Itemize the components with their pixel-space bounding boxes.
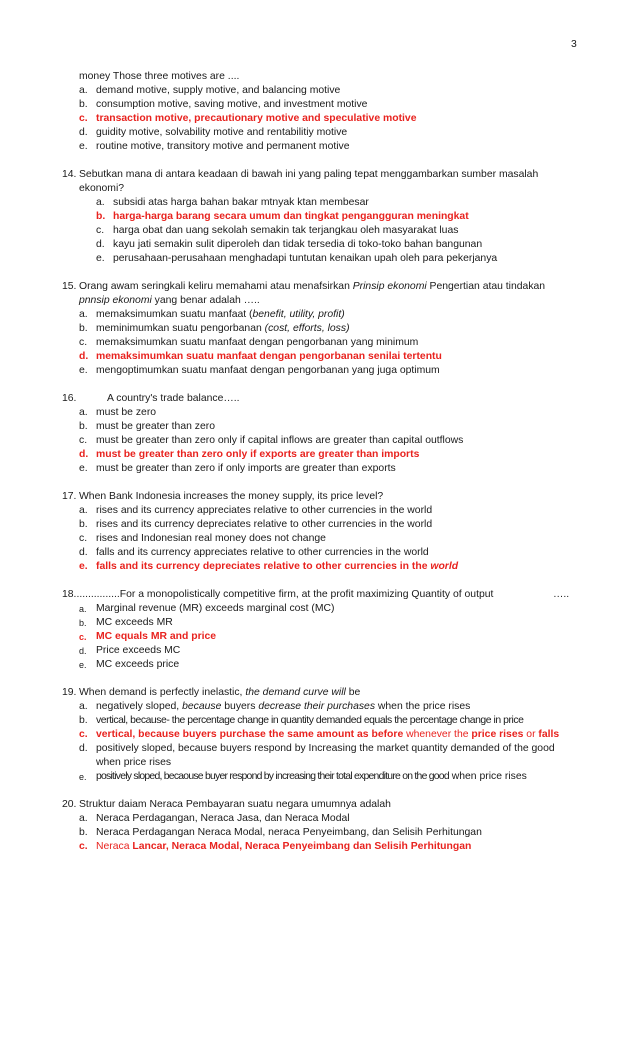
question-14-text <box>62 168 582 182</box>
option-letter: d. <box>79 449 89 460</box>
question-number: 18. <box>62 589 77 600</box>
option-letter: c. <box>79 435 88 446</box>
italic-term: Prinsip ekonomi <box>352 281 427 292</box>
option-16a <box>79 406 582 420</box>
option-text: must be greater than zero if only imports are greater than exports <box>96 463 396 474</box>
option-letter: c. <box>79 337 88 348</box>
question-14 <box>62 168 582 266</box>
option-letter: b. <box>79 323 88 334</box>
text-part: vertical, because buyers purchase the same amount as before <box>96 729 404 740</box>
question-number: 15. <box>62 281 77 292</box>
option-text: rises and Indonesian real money does not change <box>96 533 326 544</box>
option-letter: a. <box>79 604 87 614</box>
option-text: consumption motive, saving motive, and investment motive <box>96 99 368 110</box>
option-18d <box>79 644 582 658</box>
text-part: or <box>523 729 539 740</box>
text-part: yang benar adalah ….. <box>151 295 260 306</box>
option-text: demand motive, supply motive, and balancing motive <box>96 85 341 96</box>
option-19a <box>79 700 582 714</box>
option-13b <box>79 98 582 112</box>
option-text: MC exceeds MR <box>96 617 173 628</box>
option-letter: d. <box>96 239 105 250</box>
option-letter: a. <box>96 197 105 208</box>
option-letter: b. <box>79 99 88 110</box>
option-text: Marginal revenue (MR) exceeds marginal cost (MC) <box>96 603 335 614</box>
option-letter: b. <box>96 211 106 222</box>
option-letter: e. <box>79 463 88 474</box>
option-italic: benefit, utility, profit) <box>252 309 345 320</box>
question-19 <box>62 686 582 784</box>
option-text: must be zero <box>96 407 157 418</box>
question-text-line1: Sebutkan mana di antara keadaan di bawah ini yang paling tepat menggambarkan sumber masalah <box>79 169 539 180</box>
text-part: Orang awam seringkali keliru memahami atau menafsirkan <box>79 281 353 292</box>
text-part: when the price rises <box>375 701 471 712</box>
text-part: price rises <box>471 729 524 740</box>
option-letter: c. <box>79 841 88 852</box>
text-part: positively sloped, becaouse buyer respond by increasing their total expenditure on the good <box>96 771 449 782</box>
option-text: harga obat dan uang sekolah semakin tak terjangkau oleh masyarakat luas <box>113 225 459 236</box>
option-letter: c. <box>79 729 88 740</box>
option-letter: e. <box>96 253 105 264</box>
option-16b <box>79 420 582 434</box>
option-13a <box>79 84 582 98</box>
option-20a <box>79 812 582 826</box>
option-text: kayu jati semakin sulit diperoleh dan tidak tersedia di toko-toko bahan bangunan <box>113 239 483 250</box>
option-16e <box>79 462 582 476</box>
option-letter: a. <box>79 701 88 712</box>
option-text: vertical, because- the percentage change in quantity demanded equals the percentage change in price <box>96 715 524 726</box>
question-number: 14. <box>62 169 77 180</box>
option-letter: b. <box>79 421 88 432</box>
option-letter: d. <box>79 547 88 558</box>
option-text: harga-harga barang secara umum dan tingkat pengangguran meningkat <box>113 211 469 222</box>
option-letter: a. <box>79 407 88 418</box>
text-part: buyers <box>221 701 259 712</box>
option-text: Neraca Perdagangan, Neraca Jasa, dan Neraca Modal <box>96 813 350 824</box>
option-15a <box>79 308 582 322</box>
question-trailing-dots: ….. <box>553 589 570 600</box>
option-text: routine motive, transitory motive and permanent motive <box>96 141 350 152</box>
question-number: 16. <box>62 393 77 404</box>
option-15b <box>79 322 582 336</box>
italic-term: pnnsip ekonomi <box>79 295 152 306</box>
option-17a <box>79 504 582 518</box>
question-15 <box>62 280 582 378</box>
question-text-line2: ekonomi? <box>79 183 125 194</box>
option-letter: d. <box>79 646 87 656</box>
option-letter: a. <box>79 309 88 320</box>
text-part: Lancar, Neraca Modal, Neraca Penyeimbang dan Selisih Perhitungan <box>132 841 472 852</box>
option-17c <box>79 532 582 546</box>
italic-term: the demand curve will <box>245 687 346 698</box>
question-text: Struktur daiam Neraca Pembayaran suatu negara umumnya adalah <box>79 799 391 810</box>
page-number: 3 <box>571 39 577 50</box>
text-part: Neraca <box>96 841 133 852</box>
option-20b <box>79 826 582 840</box>
option-text: memaksimumkan suatu manfaat ( <box>96 309 253 320</box>
option-letter: a. <box>79 85 88 96</box>
option-19e <box>79 770 582 784</box>
option-17b <box>79 518 582 532</box>
question-20 <box>62 798 582 854</box>
text-part: Pengertian atau tindakan <box>426 281 546 292</box>
question-19-options <box>62 700 582 784</box>
option-16c <box>79 434 582 448</box>
question-15-options <box>62 308 582 378</box>
option-text: falls and its currency appreciates relative to other currencies in the world <box>96 547 429 558</box>
option-18c-correct <box>79 630 582 644</box>
option-letter: a. <box>79 505 88 516</box>
option-letter: d. <box>79 743 88 754</box>
option-15d-correct <box>79 350 582 364</box>
question-13 <box>62 70 582 154</box>
option-14e <box>96 252 582 266</box>
option-text: must be greater than zero only if exports are greater than imports <box>96 449 420 460</box>
option-20c-correct <box>79 840 582 854</box>
question-13-options <box>62 84 582 154</box>
question-number: 20. <box>62 799 77 810</box>
option-letter: c. <box>79 533 88 544</box>
option-16d-correct <box>79 448 582 462</box>
option-italic: world <box>430 561 459 572</box>
question-number: 17. <box>62 491 77 502</box>
text-part: falls <box>538 729 560 740</box>
option-18e <box>79 658 582 672</box>
italic-term: because <box>182 701 222 712</box>
document-body <box>62 70 582 854</box>
text-part: negatively sloped, <box>96 701 183 712</box>
option-letter: e. <box>79 772 87 782</box>
question-20-options <box>62 812 582 854</box>
question-17 <box>62 490 582 574</box>
option-letter: c. <box>79 113 88 124</box>
text-part: be <box>345 687 361 698</box>
question-number: 19. <box>62 687 77 698</box>
question-18-text <box>62 588 582 602</box>
option-15c <box>79 336 582 350</box>
question-16-options <box>62 406 582 476</box>
option-text: must be greater than zero only if capital inflows are greater than capital outflows <box>96 435 464 446</box>
option-17d <box>79 546 582 560</box>
option-letter: a. <box>79 813 88 824</box>
option-text: Price exceeds MC <box>96 645 181 656</box>
question-19-text <box>62 686 582 700</box>
option-18b <box>79 616 582 630</box>
option-letter: d. <box>79 351 89 362</box>
option-19c-correct <box>79 728 582 742</box>
option-17e-correct <box>79 560 582 574</box>
option-text: guidity motive, solvability motive and rentabilitiy motive <box>96 127 348 138</box>
option-text: when price rises <box>96 757 172 768</box>
question-text: A country's trade balance….. <box>107 393 240 404</box>
question-17-text <box>62 490 582 504</box>
option-text: subsidi atas harga bahan bakar mtnyak ktan membesar <box>113 197 369 208</box>
option-letter: e. <box>79 660 87 670</box>
option-text: falls and its currency depreciates relative to other currencies in the <box>96 561 431 572</box>
question-20-text <box>62 798 582 812</box>
question-15-text <box>62 280 582 294</box>
italic-term: decrease their purchases <box>258 701 376 712</box>
option-letter: c. <box>96 225 105 236</box>
question-13-intro: money Those three motives are .... <box>79 71 240 82</box>
question-text: For a monopolistically competitive firm, at the profit maximizing Quantity of output <box>119 589 494 600</box>
text-part: When demand is perfectly inelastic, <box>79 687 246 698</box>
option-letter: d. <box>79 127 88 138</box>
option-text: memaksimumkan suatu manfaat dengan pengorbanan senilai tertentu <box>96 351 442 362</box>
option-14a <box>96 196 582 210</box>
option-letter: b. <box>79 715 88 726</box>
text-part: when price rises <box>448 771 527 782</box>
question-14-options <box>62 196 582 266</box>
option-text: rises and its currency appreciates relative to other currencies in the world <box>96 505 433 516</box>
option-text: rises and its currency depreciates relative to other currencies in the world <box>96 519 433 530</box>
option-14c <box>96 224 582 238</box>
option-text: transaction motive, precautionary motive and speculative motive <box>96 113 417 124</box>
option-15e <box>79 364 582 378</box>
option-letter: e. <box>79 561 88 572</box>
option-text: MC equals MR and price <box>96 631 217 642</box>
option-14b-correct <box>96 210 582 224</box>
question-16 <box>62 392 582 476</box>
option-letter: b. <box>79 618 87 628</box>
option-italic: (cost, efforts, loss) <box>264 323 350 334</box>
question-17-options <box>62 504 582 574</box>
option-14d <box>96 238 582 252</box>
option-text: perusahaan-perusahaan menghadapi tuntutan kenaikan upah oleh para pekerjanya <box>113 253 498 264</box>
option-text: Neraca Perdagangan Neraca Modal, neraca Penyeimbang, dan Selisih Perhitungan <box>96 827 482 838</box>
option-19d-cont <box>79 756 582 770</box>
option-19b <box>79 714 582 728</box>
option-text: MC exceeds price <box>96 659 180 670</box>
option-text: must be greater than zero <box>96 421 215 432</box>
option-13d <box>79 126 582 140</box>
option-19d <box>79 742 582 756</box>
option-text: positively sloped, because buyers respond by Increasing the market quantity demanded of the good <box>96 743 555 754</box>
text-part: whenever the <box>403 729 472 740</box>
option-18a <box>79 602 582 616</box>
option-letter: e. <box>79 365 88 376</box>
option-text: mengoptimumkan suatu manfaat dengan pengorbanan yang juga optimum <box>96 365 440 376</box>
question-18-options <box>62 602 582 672</box>
option-text: memaksimumkan suatu manfaat dengan pengorbanan yang minimum <box>96 337 419 348</box>
question-dots: ............... <box>76 589 120 600</box>
question-18 <box>62 588 582 672</box>
question-text-line2 <box>62 294 582 308</box>
question-text: When Bank Indonesia increases the money supply, its price level? <box>79 491 384 502</box>
option-13c-correct <box>79 112 582 126</box>
option-letter: b. <box>79 827 88 838</box>
option-letter: b. <box>79 519 88 530</box>
option-13e <box>79 140 582 154</box>
option-text: meminimumkan suatu pengorbanan <box>96 323 265 334</box>
option-letter: e. <box>79 141 88 152</box>
question-16-text <box>62 392 582 406</box>
option-letter: c. <box>79 632 87 642</box>
